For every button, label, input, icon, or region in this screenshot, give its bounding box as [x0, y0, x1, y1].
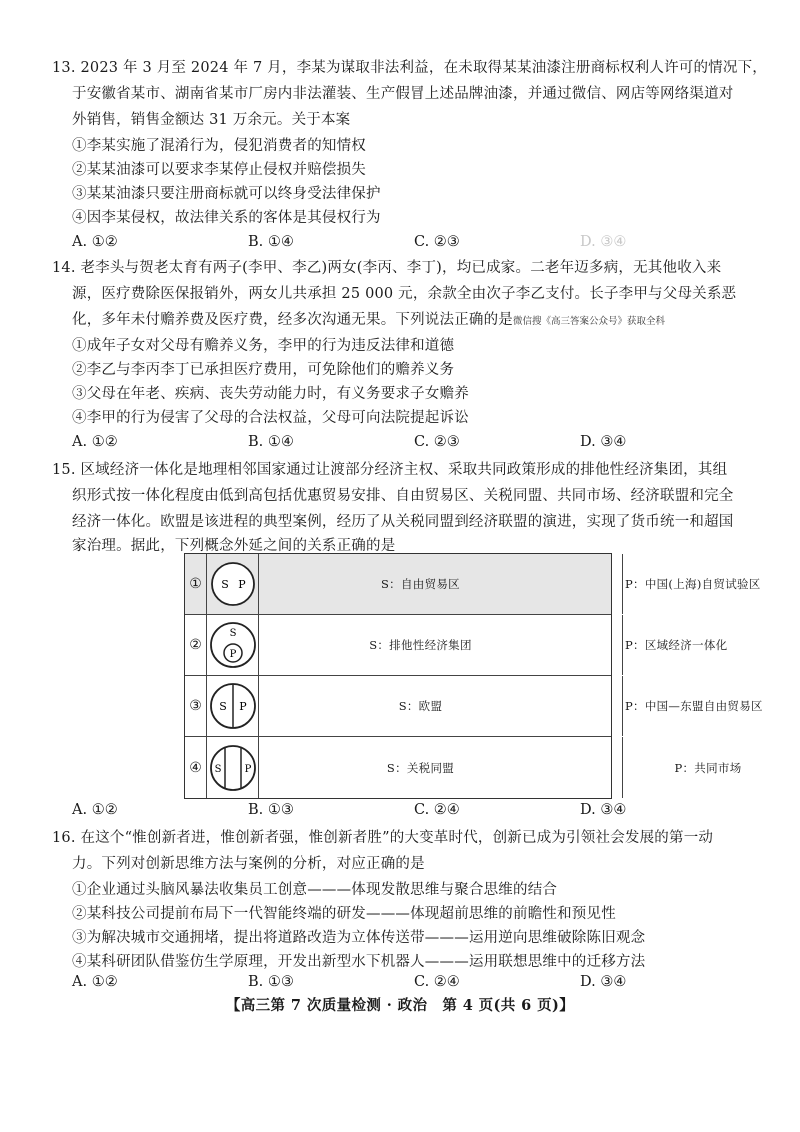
- q13-statement-4: ④因李某侵权，故法律关系的客体是其侵权行为: [72, 210, 381, 226]
- concept-p: P：中国—东盟自由贸易区: [625, 699, 763, 713]
- q13-statement-3: ③某某油漆只要注册商标就可以终身受法律保护: [72, 186, 381, 202]
- table-row: [185, 615, 728, 676]
- concept-p: P：共同市场: [674, 760, 742, 775]
- concept-s: S：排他性经济集团: [369, 638, 472, 652]
- row-number: ②: [185, 615, 207, 675]
- q14-stem-text: 化，多年未付赡养费及医疗费，经多次沟通无果。下列说法正确的是: [72, 312, 513, 328]
- fig-label-s: S: [220, 578, 229, 591]
- table-row: [185, 737, 742, 798]
- row-number: ①: [185, 554, 207, 614]
- q14-option-d: D. ③④: [580, 434, 627, 450]
- inclusion-relation-diagram: [207, 615, 259, 675]
- q15-stem-line-3: 经济一体化。欧盟是该进程的典型案例，经历了从关税同盟到经济联盟的演进，实现了货币统一和超国: [72, 514, 734, 530]
- q14-statement-2: ②李乙与李丙李丁已承担医疗费用，可免除他们的赡养义务: [72, 362, 455, 378]
- concept-s: S：自由贸易区: [381, 577, 460, 591]
- q13-option-d: D. ③④: [580, 234, 627, 250]
- q15-option-d: D. ③④: [580, 802, 627, 818]
- q13-statement-2: ②某某油漆可以要求李某停止侵权并赔偿损失: [72, 162, 366, 178]
- concept-p: P：中国(上海)自贸试验区: [625, 577, 761, 591]
- fig-label-s: S: [214, 763, 221, 775]
- q16-statement-4: ④某科研团队借鉴仿生学原理，开发出新型水下机器人———运用联想思维中的迁移方法: [72, 954, 646, 970]
- q15-stem-line-2: 织形式按一体化程度由低到高包括优惠贸易安排、自由贸易区、关税同盟、共同市场、经济联盟和完全: [72, 488, 734, 504]
- q16-stem-line-1: 16. 在这个“惟创新者进，惟创新者强，惟创新者胜”的大变革时代，创新已成为引领社会发展的第一动: [52, 830, 714, 846]
- q15-stem-line-4: 家治理。据此，下列概念外延之间的关系正确的是: [72, 538, 396, 554]
- fig-label-p: P: [229, 649, 236, 660]
- q14-statement-1: ①成年子女对父母有赡养义务，李甲的行为违反法律和道德: [72, 338, 455, 354]
- q16-option-b: B. ①③: [248, 974, 294, 990]
- q14-statement-4: ④李甲的行为侵害了父母的合法权益，父母可向法院提起诉讼: [72, 410, 469, 426]
- q14-stem-line-1: 14. 老李头与贺老太育有两子(李甲、李乙)两女(李丙、李丁)，均已成家。二老年迈多病，无其他收入来: [52, 260, 722, 276]
- fig-label-p: P: [237, 578, 246, 591]
- q13-stem-line-2: 于安徽省某市、湖南省某市厂房内非法灌装、生产假冒上述品牌油漆，并通过微信、网店等网络渠道对: [72, 86, 734, 102]
- q13-option-b: B. ①④: [248, 234, 294, 250]
- q15-option-a: A. ①②: [72, 802, 118, 818]
- q14-option-c: C. ②③: [414, 434, 460, 450]
- q14-stem-line-2: 源，医疗费除医保报销外，两女儿共承担 25 000 元，余款全由次子李乙支付。长子李甲与父母关系恶: [72, 286, 737, 302]
- contradiction-relation-diagram: [207, 676, 259, 736]
- page-footer: 【高三第 7 次质量检测 · 政治 第 4 页(共 6 页)】: [225, 997, 575, 1014]
- q13-option-c: C. ②③: [414, 234, 460, 250]
- concept-s: S：关税同盟: [386, 760, 455, 775]
- row-number: ③: [185, 676, 207, 736]
- q16-statement-1: ①企业通过头脑风暴法收集员工创意———体现发散思维与聚合思维的结合: [72, 882, 558, 898]
- fig-label-s: S: [218, 700, 227, 713]
- table-row: [185, 676, 763, 737]
- concept-relation-table: [184, 553, 763, 799]
- fig-label-s: S: [229, 628, 236, 639]
- table-row: [185, 554, 761, 615]
- identity-relation-diagram: [207, 554, 259, 614]
- q15-option-b: B. ①③: [248, 802, 294, 818]
- row-number: ④: [185, 737, 207, 798]
- q14-option-b: B. ①④: [248, 434, 294, 450]
- fig-label-p: P: [244, 763, 251, 775]
- q16-option-c: C. ②④: [414, 974, 460, 990]
- q14-statement-3: ③父母在年老、疾病、丧失劳动能力时，有义务要求子女赡养: [72, 386, 469, 402]
- q14-watermark: 微信搜《高三答案公众号》获取全科: [513, 316, 666, 327]
- q13-stem-line-1: 13. 2023 年 3 月至 2024 年 7 月，李某为谋取非法利益，在未取得某某油漆注册商标权利人许可的情况下，: [52, 60, 767, 76]
- q16-statement-2: ②某科技公司提前布局下一代智能终端的研发———体现超前思维的前瞻性和预见性: [72, 906, 616, 922]
- q13-stem-line-3: 外销售，销售金额达 31 万余元。关于本案: [72, 112, 351, 128]
- opposition-relation-diagram: [207, 737, 259, 798]
- q15-stem-line-1: 15. 区域经济一体化是地理相邻国家通过让渡部分经济主权、采取共同政策形成的排他性经济集团，其组: [52, 462, 728, 478]
- q16-statement-3: ③为解决城市交通拥堵，提出将道路改造为立体传送带———运用逆向思维破除陈旧观念: [72, 930, 646, 946]
- q14-stem-line-3: [72, 310, 665, 332]
- fig-label-p: P: [238, 700, 247, 713]
- q13-statement-1: ①李某实施了混淆行为，侵犯消费者的知情权: [72, 138, 366, 154]
- q16-stem-line-2: 力。下列对创新思维方法与案例的分析，对应正确的是: [72, 856, 425, 872]
- q14-option-a: A. ①②: [72, 434, 118, 450]
- q16-option-a: A. ①②: [72, 974, 118, 990]
- q13-option-a: A. ①②: [72, 234, 118, 250]
- q16-option-d: D. ③④: [580, 974, 627, 990]
- concept-s: S：欧盟: [398, 699, 443, 713]
- q15-option-c: C. ②④: [414, 802, 460, 818]
- concept-p: P：区域经济一体化: [625, 638, 728, 652]
